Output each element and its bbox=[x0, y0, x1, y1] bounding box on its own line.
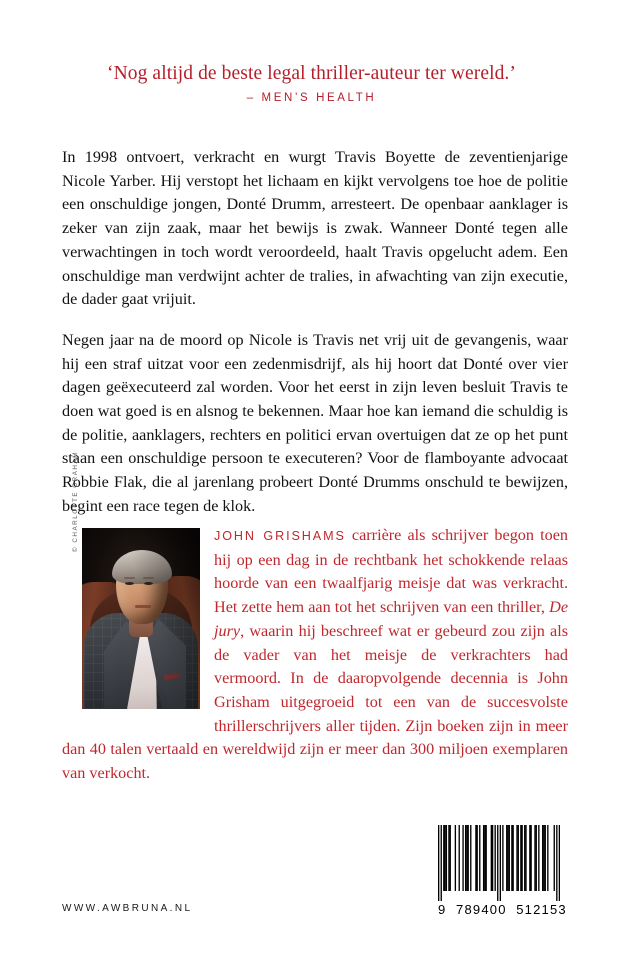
pull-quote-source: – MEN’S HEALTH bbox=[246, 92, 377, 105]
author-bio-text-part-2: , waarin hij beschreef wat er gebeurd zou zijn als de vader van het meisje de verkrachters had vermoord. In de daaropvolgende decennia is John Grisham uitgegroeid tot een van de succesvolste thrillerschrijvers aller tijden. Zijn boeken zijn in meer dan 40 talen vertaald en wereldwijd zijn er meer dan 300 miljoen exemplaren van verkocht. bbox=[62, 621, 568, 783]
isbn-barcode-block bbox=[434, 821, 567, 919]
portrait-eyebrow-left bbox=[124, 577, 135, 579]
author-portrait-photo bbox=[82, 528, 200, 709]
book-title-de-jury: De jury bbox=[214, 598, 568, 640]
portrait-mouth bbox=[135, 605, 151, 608]
barcode-bars bbox=[438, 825, 560, 901]
blurb-paragraph-1: In 1998 ontvoert, verkracht en wurgt Travis Boyette de zeventienjarige Nicole Yarber. Hij verstopt het lichaam en kijkt vervolgens toe hoe de politie een onschuldige jongen, Donté Drumm, arresteert. De openbaar aanklager is zeker van zijn zaak, maar het bewijs is zwak. Wanneer Donté tegen alle verwachtingen in toch wordt veroordeeld, haalt Travis opgelucht adem. Een onschuldige man verdwijnt achter de tralies, in afwachting van zijn executie, de dader gaat vrijuit. bbox=[62, 148, 568, 309]
author-name-leadin: JOHN GRISHAMS bbox=[214, 529, 346, 543]
author-bio-text-part-1: carrière als schrijver begon toen hij op een dag in de rechtbank het schokkende relaas hoorde van een twaalfjarig meisje dat was verkracht. Het zette hem aan tot het schrijven van een thriller, bbox=[214, 526, 568, 617]
photo-credit: © CHARLOTTE GRAHAM bbox=[72, 451, 79, 552]
portrait-eye-right bbox=[144, 582, 153, 585]
portrait-eyebrow-right bbox=[143, 577, 154, 579]
publisher-website-url[interactable]: WWW.AWBRUNA.NL bbox=[62, 903, 193, 914]
pull-quote bbox=[0, 62, 623, 104]
portrait-eye-left bbox=[125, 582, 134, 585]
blurb-copy bbox=[62, 146, 568, 519]
barcode-digits: 9 789400 512153 bbox=[438, 902, 567, 917]
pull-quote-text: ‘Nog altijd de beste legal thriller-auteur ter wereld.’ bbox=[106, 63, 517, 84]
author-photo-figure bbox=[62, 451, 200, 709]
author-bio-section bbox=[62, 451, 568, 786]
blurb-paragraph-2: Negen jaar na de moord op Nicole is Travis net vrij uit de gevangenis, waar hij een straf uitzat voor een zedenmisdrijf, als hij hoort dat Donté over vier dagen geëxecuteerd zal worden. Voor het eerst in zijn leven besluit Travis te doen wat goed is en alsnog te bekennen. Maar hoe kan iemand die schuldig is de politie, aanklagers, rechters en politici ervan overtuigen dat ze op het punt staan een onschuldige persoon te executeren? Voor de flamboyante advocaat Robbie Flak, die al jarenlang probeert Donté Drumms onschuld te bewijzen, begint een race tegen de klok. bbox=[62, 330, 568, 515]
